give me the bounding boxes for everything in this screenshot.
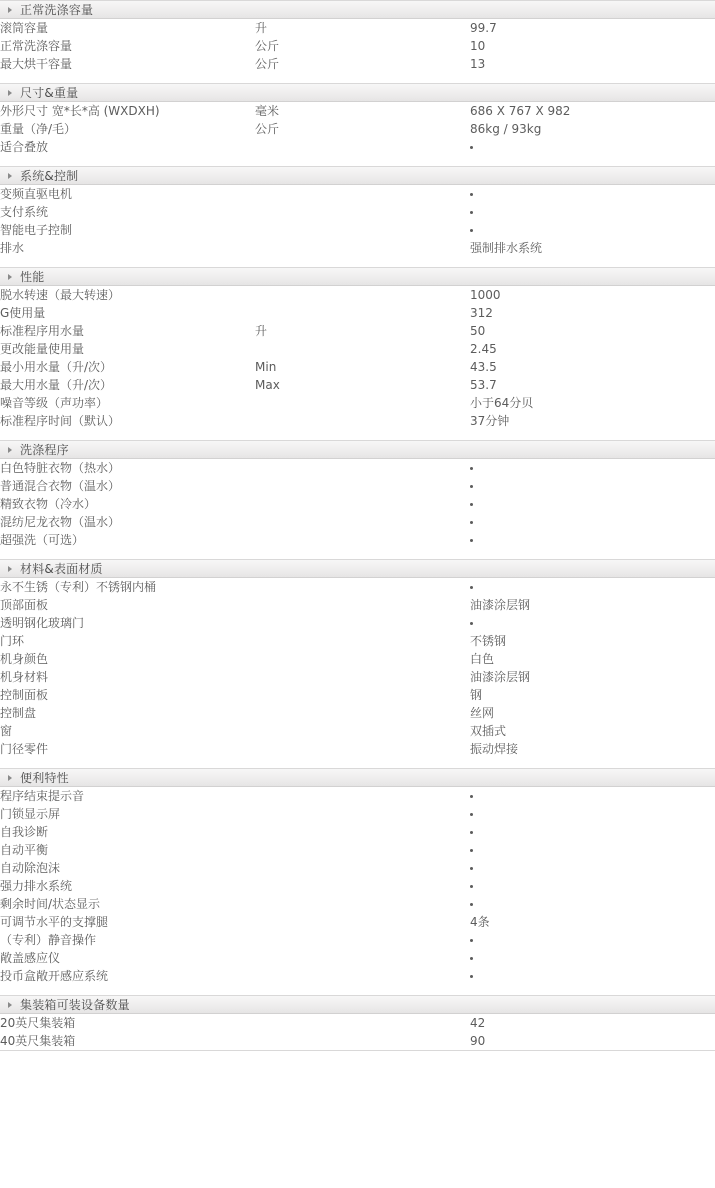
bullet-dot-icon <box>470 521 473 524</box>
spec-label: 最大用水量（升/次） <box>0 378 113 392</box>
section-header-materials[interactable] <box>0 559 715 578</box>
table-row <box>0 376 715 394</box>
spec-label: 可调节水平的支撑腿 <box>0 915 109 929</box>
triangle-right-icon[interactable] <box>8 775 12 781</box>
spec-value-bullet <box>470 949 715 967</box>
spec-unit <box>255 704 470 722</box>
spec-value: 钢 <box>470 688 483 702</box>
table-row <box>0 913 715 931</box>
spec-label: 自我诊断 <box>0 825 49 839</box>
spec-unit <box>255 513 470 531</box>
section-gap <box>0 549 715 559</box>
spec-label: 正常洗涤容量 <box>0 39 73 53</box>
spec-unit <box>255 722 470 740</box>
spec-label: 标准程序时间（默认） <box>0 414 121 428</box>
table-row <box>0 286 715 304</box>
spec-value: 42 <box>470 1016 486 1030</box>
spec-unit <box>255 895 470 913</box>
spec-label: 标准程序用水量 <box>0 324 85 338</box>
triangle-right-icon[interactable] <box>8 274 12 280</box>
table-row <box>0 931 715 949</box>
spec-unit <box>255 823 470 841</box>
spec-table-system-control <box>0 185 715 257</box>
triangle-right-icon[interactable] <box>8 447 12 453</box>
triangle-right-icon[interactable] <box>8 173 12 179</box>
section-header-capacity[interactable] <box>0 0 715 19</box>
table-row <box>0 596 715 614</box>
spec-unit: 升 <box>255 324 268 338</box>
spec-unit <box>255 239 470 257</box>
spec-value-bullet <box>470 459 715 477</box>
spec-value-bullet <box>470 967 715 985</box>
table-row <box>0 823 715 841</box>
spec-label: 顶部面板 <box>0 598 49 612</box>
spec-label: 敞盖感应仪 <box>0 951 61 965</box>
spec-value: 小于64分贝 <box>470 396 534 410</box>
spec-label: 最大烘干容量 <box>0 57 73 71</box>
triangle-right-icon[interactable] <box>8 566 12 572</box>
table-row <box>0 787 715 805</box>
spec-table-container-load <box>0 1014 715 1050</box>
spec-value-bullet <box>470 138 715 156</box>
table-row <box>0 340 715 358</box>
spec-unit <box>255 412 470 430</box>
bullet-dot-icon <box>470 903 473 906</box>
spec-unit <box>255 394 470 412</box>
bullet-dot-icon <box>470 849 473 852</box>
spec-value: 13 <box>470 57 486 71</box>
spec-value: 油漆涂层钢 <box>470 598 531 612</box>
spec-unit <box>255 477 470 495</box>
spec-unit <box>255 949 470 967</box>
spec-label: 控制面板 <box>0 688 49 702</box>
spec-label: 精致衣物（冷水） <box>0 497 97 511</box>
table-row <box>0 221 715 239</box>
bullet-dot-icon <box>470 831 473 834</box>
table-row <box>0 322 715 340</box>
spec-value-bullet <box>470 221 715 239</box>
spec-table-performance <box>0 286 715 430</box>
spec-unit <box>255 841 470 859</box>
bullet-dot-icon <box>470 503 473 506</box>
spec-unit <box>255 286 470 304</box>
spec-value: 振动焊接 <box>470 742 519 756</box>
spec-unit: 公斤 <box>255 57 280 71</box>
spec-label: 自动平衡 <box>0 843 49 857</box>
bullet-dot-icon <box>470 885 473 888</box>
spec-label: 20英尺集装箱 <box>0 1016 76 1030</box>
section-title: 材料&表面材质 <box>20 562 103 576</box>
spec-unit <box>255 913 470 931</box>
spec-label: 自动除泡沫 <box>0 861 61 875</box>
spec-value: 90 <box>470 1034 486 1048</box>
table-row <box>0 877 715 895</box>
spec-unit <box>255 787 470 805</box>
spec-unit <box>255 668 470 686</box>
table-row <box>0 55 715 73</box>
spec-label: 投币盒敞开感应系统 <box>0 969 109 983</box>
spec-label: 最小用水量（升/次） <box>0 360 113 374</box>
spec-value: 312 <box>470 306 493 320</box>
spec-unit: 公斤 <box>255 122 280 136</box>
section-title: 系统&控制 <box>20 169 79 183</box>
spec-label: 滚筒容量 <box>0 21 49 35</box>
section-gap <box>0 758 715 768</box>
spec-unit <box>255 304 470 322</box>
spec-unit <box>255 859 470 877</box>
spec-value: 99.7 <box>470 21 497 35</box>
bullet-dot-icon <box>470 539 473 542</box>
bullet-dot-icon <box>470 485 473 488</box>
section-title: 正常洗涤容量 <box>20 3 94 17</box>
table-row <box>0 513 715 531</box>
bullet-dot-icon <box>470 975 473 978</box>
bullet-dot-icon <box>470 211 473 214</box>
section-title: 便利特性 <box>20 771 69 785</box>
spec-value-bullet <box>470 841 715 859</box>
bullet-dot-icon <box>470 795 473 798</box>
spec-unit <box>255 203 470 221</box>
table-row <box>0 704 715 722</box>
spec-unit <box>255 686 470 704</box>
table-row <box>0 495 715 513</box>
table-row <box>0 531 715 549</box>
spec-label: 普通混合衣物（温水） <box>0 479 121 493</box>
spec-label: （专利）静音操作 <box>0 933 97 947</box>
table-row <box>0 740 715 758</box>
spec-label: 噪音等级（声功率） <box>0 396 109 410</box>
spec-label: 变频直驱电机 <box>0 187 73 201</box>
table-row <box>0 120 715 138</box>
triangle-right-icon[interactable] <box>8 1002 12 1008</box>
triangle-right-icon[interactable] <box>8 90 12 96</box>
spec-label: 外形尺寸 宽*长*高 (WXDXH) <box>0 104 160 118</box>
spec-unit <box>255 805 470 823</box>
section-gap <box>0 73 715 83</box>
spec-table-programs <box>0 459 715 549</box>
spec-label: 适合叠放 <box>0 140 49 154</box>
spec-value: 37分钟 <box>470 414 510 428</box>
spec-table-convenience <box>0 787 715 985</box>
spec-label: 白色特脏衣物（热水） <box>0 461 121 475</box>
spec-table-materials <box>0 578 715 758</box>
spec-unit <box>255 650 470 668</box>
spec-value: 双插式 <box>470 724 507 738</box>
table-row <box>0 1032 715 1050</box>
spec-label: 透明钢化玻璃门 <box>0 616 85 630</box>
section-title: 洗涤程序 <box>20 443 69 457</box>
table-row <box>0 967 715 985</box>
spec-unit: 毫米 <box>255 104 280 118</box>
spec-label: 40英尺集装箱 <box>0 1034 76 1048</box>
bullet-dot-icon <box>470 586 473 589</box>
spec-table-dimensions-weight <box>0 102 715 156</box>
spec-unit <box>255 138 470 156</box>
spec-value-bullet <box>470 614 715 632</box>
spec-value: 43.5 <box>470 360 497 374</box>
section-header-convenience[interactable] <box>0 768 715 787</box>
spec-label: 机身颜色 <box>0 652 49 666</box>
spec-unit <box>255 596 470 614</box>
table-row <box>0 686 715 704</box>
bottom-divider <box>0 1050 715 1051</box>
spec-unit <box>255 340 470 358</box>
spec-unit <box>255 632 470 650</box>
table-row <box>0 358 715 376</box>
bullet-dot-icon <box>470 193 473 196</box>
spec-label: 支付系统 <box>0 205 49 219</box>
bullet-dot-icon <box>470 229 473 232</box>
spec-unit <box>255 740 470 758</box>
spec-label: 智能电子控制 <box>0 223 73 237</box>
table-row <box>0 19 715 37</box>
spec-value-bullet <box>470 877 715 895</box>
spec-label: 永不生锈（专利）不锈钢内桶 <box>0 580 157 594</box>
spec-value: 不锈钢 <box>470 634 507 648</box>
spec-value: 50 <box>470 324 486 338</box>
spec-value: 2.45 <box>470 342 497 356</box>
spec-value: 86kg / 93kg <box>470 122 542 136</box>
spec-unit <box>255 1014 470 1032</box>
spec-unit <box>255 578 470 596</box>
section-header-system-control[interactable] <box>0 166 715 185</box>
section-header-container-load[interactable] <box>0 995 715 1014</box>
spec-label: 超强洗（可选） <box>0 533 85 547</box>
spec-label: 强力排水系统 <box>0 879 73 893</box>
spec-value: 强制排水系统 <box>470 241 543 255</box>
spec-value-bullet <box>470 805 715 823</box>
spec-label: 程序结束提示音 <box>0 789 85 803</box>
table-row <box>0 614 715 632</box>
spec-value-bullet <box>470 578 715 596</box>
spec-label: 门环 <box>0 634 25 648</box>
spec-unit <box>255 221 470 239</box>
spec-value-bullet <box>470 931 715 949</box>
spec-label: 重量（净/毛） <box>0 122 77 136</box>
spec-value: 4条 <box>470 915 490 929</box>
bullet-dot-icon <box>470 867 473 870</box>
spec-unit <box>255 459 470 477</box>
spec-value-bullet <box>470 859 715 877</box>
spec-label: G使用量 <box>0 306 46 320</box>
bullet-dot-icon <box>470 813 473 816</box>
section-gap <box>0 257 715 267</box>
spec-value: 油漆涂层钢 <box>470 670 531 684</box>
spec-value: 686 X 767 X 982 <box>470 104 571 118</box>
table-row <box>0 841 715 859</box>
spec-label: 更改能量使用量 <box>0 342 85 356</box>
table-row <box>0 949 715 967</box>
spec-value: 白色 <box>470 652 495 666</box>
spec-unit: 公斤 <box>255 39 280 53</box>
spec-label: 窗 <box>0 724 13 738</box>
spec-unit <box>255 967 470 985</box>
spec-value-bullet <box>470 185 715 203</box>
spec-value-bullet <box>470 495 715 513</box>
bullet-dot-icon <box>470 622 473 625</box>
table-row <box>0 394 715 412</box>
spec-unit <box>255 614 470 632</box>
table-row <box>0 859 715 877</box>
section-gap <box>0 156 715 166</box>
table-row <box>0 477 715 495</box>
table-row <box>0 722 715 740</box>
spec-label: 混纺尼龙衣物（温水） <box>0 515 121 529</box>
bullet-dot-icon <box>470 939 473 942</box>
bullet-dot-icon <box>470 957 473 960</box>
spec-value: 10 <box>470 39 486 53</box>
table-row <box>0 632 715 650</box>
section-title: 性能 <box>20 270 45 284</box>
spec-table-capacity <box>0 19 715 73</box>
section-header-programs[interactable] <box>0 440 715 459</box>
table-row <box>0 578 715 596</box>
section-gap <box>0 430 715 440</box>
spec-label: 门径零件 <box>0 742 49 756</box>
table-row <box>0 37 715 55</box>
spec-label: 脱水转速（最大转速） <box>0 288 121 302</box>
table-row <box>0 185 715 203</box>
section-header-dimensions-weight[interactable] <box>0 83 715 102</box>
section-gap <box>0 985 715 995</box>
spec-unit: Min <box>255 360 277 374</box>
spec-label: 控制盘 <box>0 706 37 720</box>
section-title: 集装箱可装设备数量 <box>20 998 130 1012</box>
spec-unit <box>255 1032 470 1050</box>
spec-value: 53.7 <box>470 378 497 392</box>
table-row <box>0 459 715 477</box>
table-row <box>0 138 715 156</box>
table-row <box>0 650 715 668</box>
spec-unit <box>255 531 470 549</box>
spec-label: 机身材料 <box>0 670 49 684</box>
spec-value-bullet <box>470 513 715 531</box>
table-row <box>0 239 715 257</box>
spec-value-bullet <box>470 895 715 913</box>
table-row <box>0 805 715 823</box>
table-row <box>0 1014 715 1032</box>
table-row <box>0 412 715 430</box>
spec-label: 门锁显示屏 <box>0 807 61 821</box>
spec-unit: 升 <box>255 21 268 35</box>
spec-value-bullet <box>470 823 715 841</box>
spec-value-bullet <box>470 477 715 495</box>
spec-label: 剩余时间/状态显示 <box>0 897 101 911</box>
table-row <box>0 668 715 686</box>
spec-unit <box>255 931 470 949</box>
section-title: 尺寸&重量 <box>20 86 79 100</box>
spec-label: 排水 <box>0 241 25 255</box>
table-row <box>0 304 715 322</box>
triangle-right-icon[interactable] <box>8 7 12 13</box>
spec-value-bullet <box>470 531 715 549</box>
spec-unit: Max <box>255 378 280 392</box>
spec-unit <box>255 495 470 513</box>
table-row <box>0 895 715 913</box>
table-row <box>0 203 715 221</box>
spec-unit <box>255 877 470 895</box>
spec-value-bullet <box>470 787 715 805</box>
table-row <box>0 102 715 120</box>
spec-unit <box>255 185 470 203</box>
section-header-performance[interactable] <box>0 267 715 286</box>
spec-value: 丝网 <box>470 706 495 720</box>
bullet-dot-icon <box>470 467 473 470</box>
spec-value-bullet <box>470 203 715 221</box>
spec-value: 1000 <box>470 288 501 302</box>
bullet-dot-icon <box>470 146 473 149</box>
